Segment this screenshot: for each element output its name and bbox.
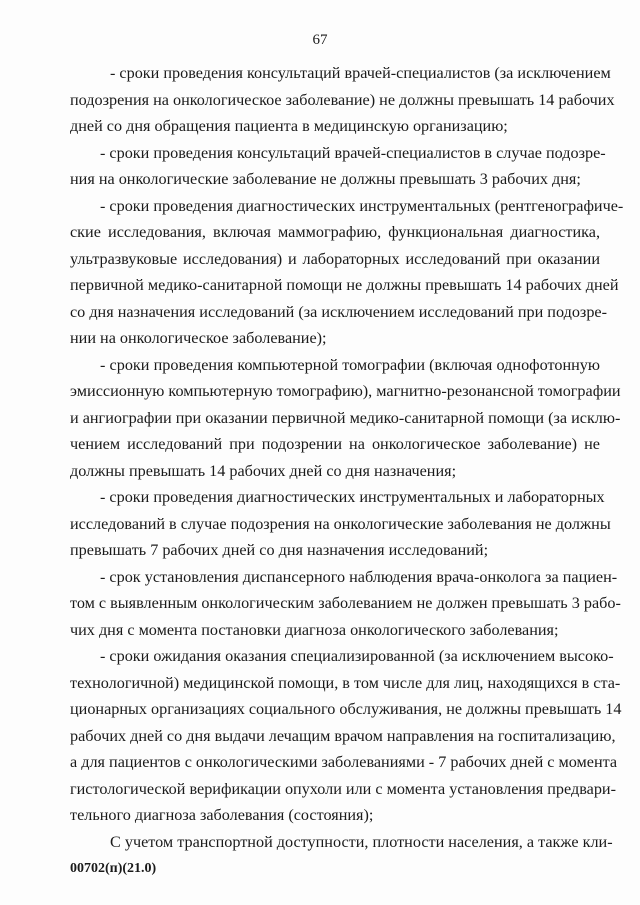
text-line: - сроки проведения консультаций врачей-специалистов в случае подозре-	[100, 143, 606, 162]
text-line: технологичной) медицинской помощи, в том числе для лиц, находящихся в ста-	[70, 673, 621, 692]
text-line: ционарных организациях социального обслуживания, не должны превышать 14	[70, 700, 622, 718]
page-number: 67	[312, 32, 328, 48]
text-line: гистологической верификации опухоли или с момента установления предвари-	[70, 779, 616, 798]
text-line: исследований в случае подозрения на онкологические заболевания не должны	[70, 514, 611, 533]
text-line: должны превышать 14 рабочих дней со дня назначения;	[70, 461, 457, 480]
text-line: превышать 7 рабочих дней со дня назначения исследований;	[70, 541, 489, 559]
text-line: том с выявленным онкологическим заболеванием не должен превышать 3 рабо-	[70, 594, 621, 612]
text-line: эмиссионную компьютерную томографию), магнитно-резонансной томографии	[70, 382, 621, 400]
text-line: С учетом транспортной доступности, плотности населения, а также кли-	[110, 832, 613, 851]
text-line: нии на онкологическое заболевание);	[70, 329, 327, 347]
text-line: - сроки проведения диагностических инструментальных и лабораторных	[100, 488, 605, 506]
text-line: - сроки проведения диагностических инструментальных (рентгенографиче-	[100, 196, 624, 215]
text-line: ультразвуковые исследования) и лабораторных исследований при оказании	[70, 249, 600, 268]
text-line: чением исследований при подозрении на онкологическое заболевание) не	[70, 435, 600, 453]
body-text	[70, 60, 624, 855]
text-line: - сроки ожидания оказания специализированной (за исключением высоко-	[100, 647, 614, 665]
text-line: дней со дня обращения пациента в медицинскую организацию;	[70, 117, 508, 135]
text-line: - срок установления диспансерного наблюдения врача-онколога за пациен-	[100, 567, 618, 586]
text-line: подозрения на онкологическое заболевание) не должны превышать 14 рабочих	[70, 90, 615, 109]
text-line: чих дня с момента постановки диагноза онкологического заболевания;	[70, 620, 559, 639]
text-line: рабочих дней со дня выдачи лечащим врачом направления на госпитализацию,	[70, 726, 616, 745]
text-line: ские исследования, включая маммографию, функциональная диагностика,	[70, 223, 600, 241]
text-line: ния на онкологические заболевание не должны превышать 3 рабочих дня;	[70, 170, 581, 188]
text-line: со дня назначения исследований (за исключением исследований при подозре-	[70, 302, 607, 321]
text-line: - сроки проведения компьютерной томографии (включая однофотонную	[100, 355, 600, 374]
text-line: тельного диагноза заболевания (состояния);	[70, 806, 374, 824]
text-line: - сроки проведения консультаций врачей-специалистов (за исключением	[110, 64, 611, 82]
document-code: 00702(п)(21.0)	[70, 861, 157, 876]
text-line: а для пациентов с онкологическими заболеваниями - 7 рабочих дней с момента	[70, 753, 618, 771]
text-line: и ангиографии при оказании первичной медико-санитарной помощи (за исклю-	[70, 408, 621, 427]
text-line: первичной медико-санитарной помощи не должны превышать 14 рабочих дней	[70, 276, 619, 294]
